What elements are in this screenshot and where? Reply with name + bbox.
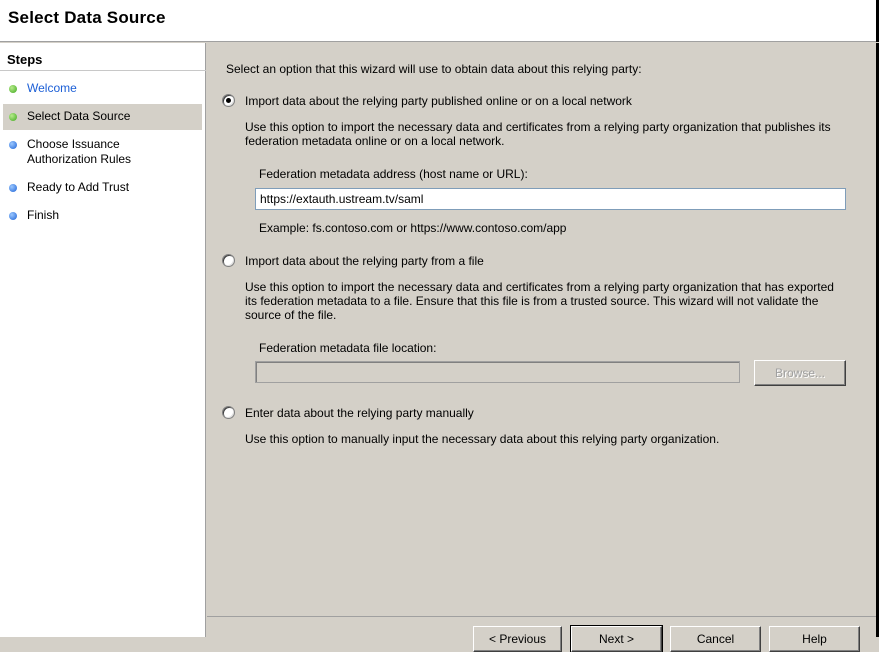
metadata-address-label: Federation metadata address (host name or URL): <box>259 167 528 181</box>
step-label-line1: Choose Issuance <box>27 137 120 151</box>
page-title: Select Data Source <box>8 8 166 27</box>
step-select-data-source <box>3 104 202 130</box>
option-manual-description: Use this option to manually input the necessary data about this relying party organization. <box>245 432 720 446</box>
step-label: Finish <box>27 208 60 222</box>
step-label[interactable]: Welcome <box>27 81 77 95</box>
step-choose-issuance-authorization-rules <box>3 137 202 167</box>
radio-import-online[interactable] <box>222 94 235 107</box>
help-button[interactable]: Help <box>769 626 860 652</box>
wizard-content <box>207 43 876 637</box>
metadata-file-input[interactable] <box>255 361 740 383</box>
radio-enter-manually[interactable] <box>222 406 235 419</box>
radio-import-file[interactable] <box>222 254 235 267</box>
steps-heading: Steps <box>0 43 206 71</box>
step-complete-icon <box>9 113 17 121</box>
option-file-label[interactable]: Import data about the relying party from a file <box>245 254 484 268</box>
step-finish <box>3 208 202 223</box>
step-pending-icon <box>9 184 17 192</box>
step-label: Select Data Source <box>27 109 131 123</box>
step-label-line2: Authorization Rules <box>27 152 132 166</box>
metadata-address-input[interactable]: https://extauth.ustream.tv/saml <box>255 188 846 210</box>
cancel-button[interactable]: Cancel <box>670 626 761 652</box>
option-manual-label[interactable]: Enter data about the relying party manually <box>245 406 474 420</box>
wizard-header <box>0 0 879 42</box>
intro-text: Select an option that this wizard will use to obtain data about this relying party: <box>226 62 642 76</box>
steps-panel <box>0 43 206 637</box>
option-online-description: Use this option to import the necessary data and certificates from a relying party organization that publishes its federation metadata online or on a local network. <box>245 120 831 148</box>
radio-selected-dot <box>226 98 231 103</box>
step-pending-icon <box>9 141 17 149</box>
browse-button[interactable]: Browse... <box>754 360 846 386</box>
step-welcome[interactable] <box>3 81 202 96</box>
step-label: Ready to Add Trust <box>27 180 130 194</box>
option-online-label[interactable]: Import data about the relying party published online or on a local network <box>245 94 632 108</box>
step-pending-icon <box>9 212 17 220</box>
option-file-description: Use this option to import the necessary data and certificates from a relying party organization that has exported its federation metadata to a file. Ensure that this file is from a trusted source. This wizard will not validate the source of the file. <box>245 280 834 322</box>
metadata-address-example: Example: fs.contoso.com or https://www.contoso.com/app <box>259 221 567 235</box>
step-ready-to-add-trust <box>3 180 202 195</box>
next-button[interactable]: Next > <box>571 626 662 652</box>
step-complete-icon <box>9 85 17 93</box>
metadata-file-label: Federation metadata file location: <box>259 341 437 355</box>
previous-button[interactable]: < Previous <box>473 626 562 652</box>
